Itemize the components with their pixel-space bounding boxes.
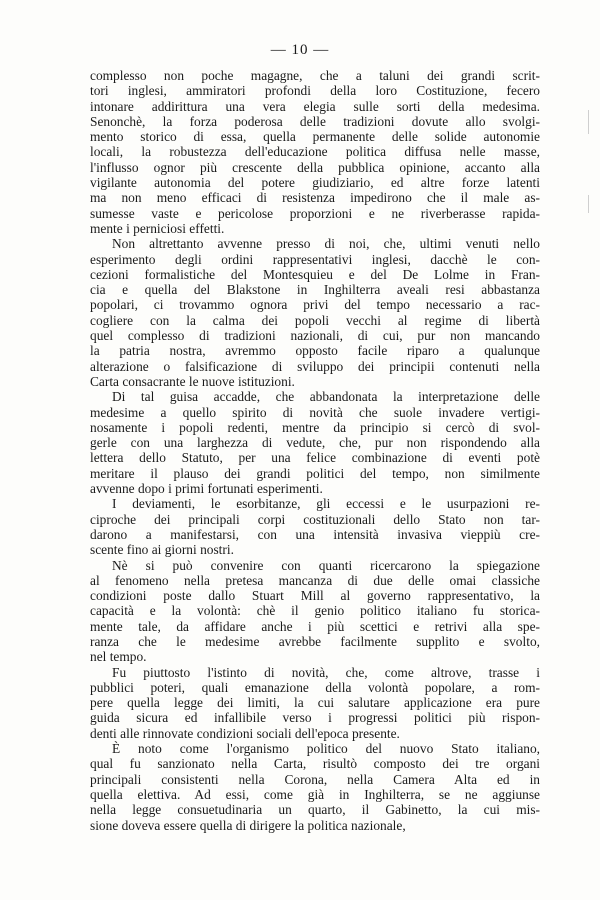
text-line: la patria nostra, avremmo opposto facile riparo a qualunque — [90, 343, 540, 359]
text-line: alterazione o falsificazione di sviluppo dei principii contenuti nella — [90, 358, 540, 374]
text-line: mente tale, da affidare anche i più scettici e retrivi alla spe- — [90, 618, 540, 634]
text-line: avvenne dopo i primi fortunati esperimenti. — [90, 481, 323, 497]
text-line: intonare addirittura una vera elegia sulle sorti della medesima. — [90, 98, 540, 114]
text-line: quella elettiva. Ad essi, come già in Inghilterra, se ne aggiunse — [90, 786, 540, 802]
text-line: Non altrettanto avvenne presso di noi, che, ultimi venuti nello — [112, 236, 540, 252]
page-number: — 10 — — [270, 42, 330, 58]
text-line: popolari, ci trovammo ognora privi del tempo necessario a rac- — [90, 297, 540, 313]
text-line: l'influsso ognor più crescente della pubblica opinione, accanto alla — [90, 159, 540, 175]
text-line: cezioni formalistiche del Montesquieu e del De Lolme in Fran- — [90, 266, 540, 282]
text-line: nosamente i popoli redenti, mentre da principio si cercò di svol- — [90, 419, 540, 435]
text-line: cia e quella del Blakstone in Inghilterra aveali resi abbastanza — [90, 282, 540, 298]
text-line: pere quella legge dei limiti, la cui salutare applicazione era pure — [90, 695, 540, 711]
body-text — [90, 68, 540, 833]
text-line: denti alle rinnovate condizioni sociali dell'epoca presente. — [90, 725, 400, 741]
text-line: sumesse vaste e pericolose proporzioni e ne riverberasse rapida- — [90, 205, 540, 221]
text-line: al fenomeno nella pretesa mancanza di due delle omai classiche — [90, 572, 540, 588]
paragraph — [90, 558, 540, 665]
text-line: cogliere con la calma dei popoli vecchi al regime di libertà — [90, 312, 540, 328]
text-line: capacità e la volontà: chè il genio politico italiano fu storica- — [90, 603, 540, 619]
paragraph — [90, 496, 540, 557]
text-line: ranza che le medesime avrebbe facilmente supplito e svolto, — [90, 633, 540, 649]
text-line: Senonchè, la forza poderosa delle tradizioni dovute allo svolgi- — [90, 113, 540, 129]
text-line: scente fino ai giorni nostri. — [90, 542, 234, 558]
text-line: quel complesso di tradizioni nazionali, di cui, pur non mancando — [90, 328, 540, 344]
text-line: ma non meno efficaci di resistenza impedirono che il male as- — [90, 190, 540, 206]
text-line: gerle con una larghezza di vedute, che, pur non rispondendo alla — [90, 435, 540, 451]
margin-mark — [588, 195, 589, 213]
text-line: Nè si può convenire con quanti ricercarono la spiegazione — [112, 557, 540, 573]
text-line: esperimento degli ordini rappresentativi inglesi, dacchè le con- — [90, 251, 540, 267]
text-line: condizioni poste dallo Stuart Mill al governo rappresentativo, la — [90, 588, 540, 604]
text-line: vigilante autonomia del potere giudiziario, ed altre forze latenti — [90, 175, 540, 191]
text-line: tori inglesi, ammiratori profondi della loro Costituzione, fecero — [90, 83, 540, 99]
paragraph — [90, 665, 540, 741]
text-line: Fu piuttosto l'istinto di novità, che, come altrove, trasse i — [112, 664, 540, 680]
text-line: meritare il plauso dei grandi politici del tempo, non similmente — [90, 465, 540, 481]
text-line: mente i perniciosi effetti. — [90, 220, 225, 236]
text-line: complesso non poche magagne, che a taluni dei grandi scrit- — [90, 68, 540, 83]
text-line: qual fu sanzionato nella Carta, risultò composto dei tre organi — [90, 756, 540, 772]
text-line: ciproche dei principali corpi costituzionali dello Stato non tar- — [90, 511, 540, 527]
text-line: pubblici poteri, quali emanazione della volontà popolare, a rom- — [90, 679, 540, 695]
paragraph — [90, 236, 540, 389]
text-line: mento storico di essa, quella permanente delle solide autonomie — [90, 129, 540, 145]
text-line: lettera dello Statuto, per una felice combinazione di eventi potè — [90, 450, 540, 466]
text-line: medesime a quello spirito di novità che suole invadere vertigi- — [90, 404, 540, 420]
paragraph — [90, 389, 540, 496]
paragraph — [90, 68, 540, 236]
margin-mark — [588, 110, 589, 134]
text-line: darono a manifestarsi, con una intensità invasiva vieppiù cre- — [90, 526, 540, 542]
text-line: principali consistenti nella Corona, nella Camera Alta ed in — [90, 771, 540, 787]
text-line: locali, la robustezza dell'educazione politica diffusa nelle masse, — [90, 144, 540, 160]
text-line: sione doveva essere quella di dirigere la politica nazionale, — [90, 817, 406, 833]
text-line: I deviamenti, le esorbitanze, gli eccessi e le usurpazioni re- — [112, 496, 540, 512]
paragraph — [90, 741, 540, 833]
text-line: guida sicura ed infallibile verso i progressi politici più rispon- — [90, 710, 540, 726]
text-line: È noto come l'organismo politico del nuovo Stato italiano, — [112, 741, 540, 757]
text-line: nel tempo. — [90, 649, 147, 665]
text-line: Di tal guisa accadde, che abbandonata la interpretazione delle — [112, 389, 540, 405]
text-line: nella legge consuetudinaria un quarto, il Gabinetto, la cui mis- — [90, 802, 540, 818]
text-line: Carta consacrante le nuove istituzioni. — [90, 373, 295, 389]
